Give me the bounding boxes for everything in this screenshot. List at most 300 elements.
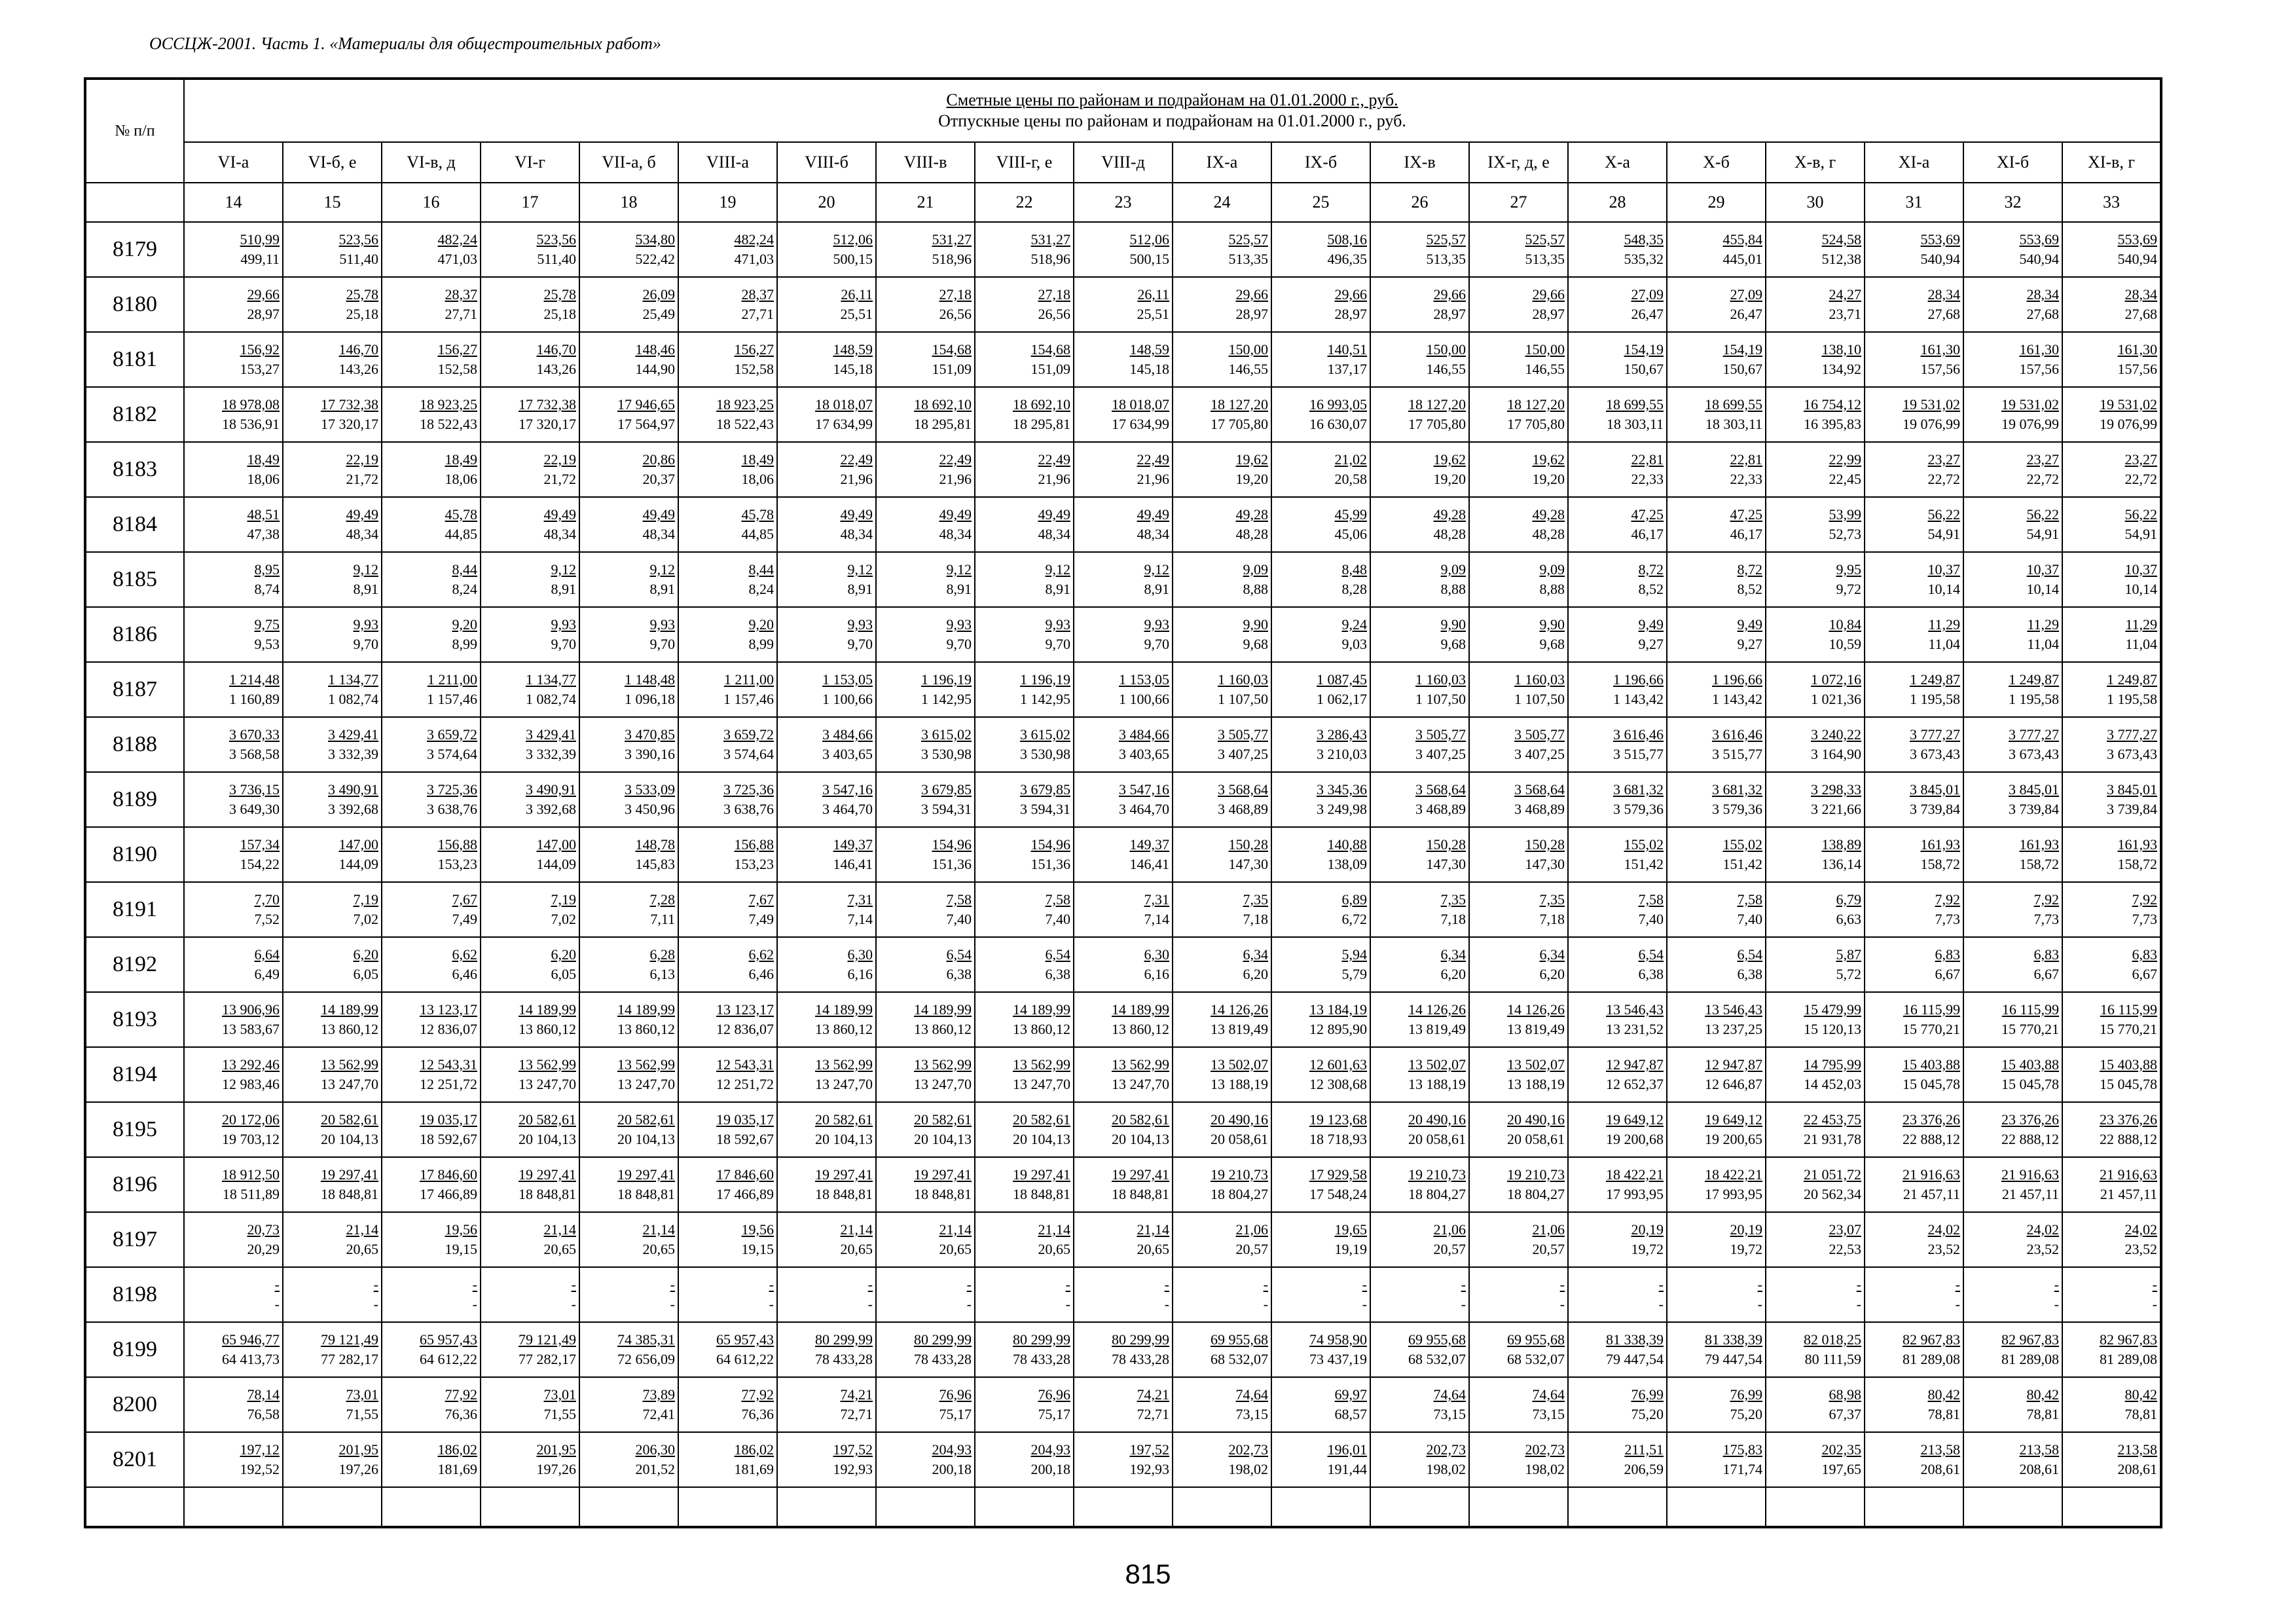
price-cell [481, 552, 579, 607]
release-price: 19,19 [1334, 1241, 1367, 1257]
release-price: 12 251,72 [716, 1076, 774, 1092]
price-cell [1667, 1322, 1766, 1377]
price-cell [1667, 882, 1766, 937]
release-price: 18 848,81 [1013, 1186, 1070, 1202]
price-cell [1173, 222, 1271, 277]
estimated-price: 9,75 [254, 616, 280, 633]
release-price: 21,72 [543, 471, 576, 487]
release-price: 18 536,91 [222, 416, 280, 432]
table-row [85, 937, 2161, 992]
price-cell [876, 332, 975, 387]
price-cell [481, 332, 579, 387]
estimated-price: 12 543,31 [716, 1056, 774, 1073]
empty-cell [579, 1487, 678, 1527]
price-cell [1963, 442, 2062, 497]
estimated-price: 9,95 [1836, 561, 1861, 578]
estimated-price: 7,35 [1440, 891, 1466, 908]
release-price: 48,34 [840, 526, 873, 542]
estimated-price: 19 531,02 [2001, 396, 2059, 413]
price-cell [678, 332, 777, 387]
release-price: 71,55 [543, 1406, 576, 1422]
estimated-price: 1 196,66 [1613, 671, 1664, 688]
estimated-price: 21 916,63 [1903, 1166, 1960, 1183]
price-cell [1667, 662, 1766, 717]
release-price: 137,17 [1327, 361, 1367, 377]
estimated-price: 74,64 [1532, 1386, 1565, 1403]
price-cell [481, 772, 579, 827]
release-price: 13 819,49 [1507, 1021, 1565, 1037]
estimated-price: 3 547,16 [822, 781, 873, 798]
estimated-price: - [274, 1276, 280, 1293]
release-price: 152,58 [437, 361, 477, 377]
price-cell [1271, 222, 1370, 277]
release-price: 192,93 [1129, 1461, 1169, 1477]
release-price: 198,02 [1228, 1461, 1268, 1477]
price-cell [579, 442, 678, 497]
estimated-price: 3 484,66 [1119, 726, 1169, 743]
release-price: 143,26 [338, 361, 378, 377]
price-cell [1173, 827, 1271, 882]
estimated-price: 17 946,65 [617, 396, 675, 413]
release-price: 146,55 [1525, 361, 1565, 377]
estimated-price: 3 725,36 [427, 781, 477, 798]
estimated-price: 6,34 [1243, 946, 1268, 963]
price-cell [1865, 277, 1963, 332]
price-cell [876, 827, 975, 882]
column-number: 26 [1370, 183, 1469, 222]
price-cell [975, 1432, 1074, 1487]
release-price: 19 200,68 [1606, 1131, 1664, 1147]
release-price: 7,40 [946, 911, 972, 927]
release-price: 25,18 [543, 306, 576, 322]
price-cell [1271, 1267, 1370, 1322]
release-price: 200,18 [1030, 1461, 1070, 1477]
estimated-price: 204,93 [932, 1441, 972, 1458]
release-price: 20 058,61 [1507, 1131, 1565, 1147]
estimated-price: 79 121,49 [519, 1331, 576, 1348]
region-header: IX-б [1271, 142, 1370, 183]
estimated-price: 13 562,99 [815, 1056, 873, 1073]
price-cell [1667, 1157, 1766, 1212]
estimated-price: 69 955,68 [1507, 1331, 1565, 1348]
estimated-price: 12 947,87 [1705, 1056, 1762, 1073]
estimated-price: 14 126,26 [1211, 1001, 1268, 1018]
release-price: 171,74 [1722, 1461, 1762, 1477]
price-cell [1271, 1157, 1370, 1212]
price-cell [1766, 1157, 1865, 1212]
estimated-price: 20 582,61 [1013, 1111, 1070, 1128]
empty-cell [283, 1487, 382, 1527]
estimated-price: 23,27 [2026, 451, 2059, 468]
release-price: 151,09 [932, 361, 972, 377]
release-price: 144,90 [635, 361, 675, 377]
price-cell [1963, 497, 2062, 552]
price-cell [579, 332, 678, 387]
release-price: 13 247,70 [321, 1076, 378, 1092]
estimated-price: 21,14 [642, 1221, 675, 1238]
price-cell [678, 717, 777, 772]
price-cell [382, 1322, 481, 1377]
price-cell [579, 1322, 678, 1377]
release-price: 22,33 [1730, 471, 1762, 487]
release-price: 21,96 [1038, 471, 1070, 487]
price-cell [184, 827, 283, 882]
estimated-price: 8,48 [1341, 561, 1367, 578]
estimated-price: - [1856, 1276, 1861, 1293]
release-price: 19,20 [1532, 471, 1565, 487]
price-cell [1469, 717, 1568, 772]
release-price: 198,02 [1525, 1461, 1565, 1477]
release-price: - [274, 1296, 280, 1312]
price-cell [1370, 1267, 1469, 1322]
price-cell [1370, 1432, 1469, 1487]
release-price: 68 532,07 [1507, 1351, 1565, 1367]
column-number: 16 [382, 183, 481, 222]
estimated-price: 156,27 [437, 341, 477, 358]
estimated-price: 25,78 [543, 286, 576, 303]
release-price: 73,15 [1532, 1406, 1565, 1422]
price-cell [1865, 1157, 1963, 1212]
estimated-price: 148,59 [833, 341, 873, 358]
estimated-price: - [1757, 1276, 1762, 1293]
release-price: 157,56 [2117, 361, 2157, 377]
row-number: 8186 [85, 607, 184, 662]
release-price: 20,65 [939, 1241, 972, 1257]
price-cell [1370, 497, 1469, 552]
release-price: 18 848,81 [321, 1186, 378, 1202]
price-cell [283, 497, 382, 552]
empty-cell [2062, 1487, 2161, 1527]
price-cell [1173, 1047, 1271, 1102]
price-cell [876, 1102, 975, 1157]
estimated-price: 161,30 [1920, 341, 1960, 358]
release-price: 191,44 [1327, 1461, 1367, 1477]
column-number: 19 [678, 183, 777, 222]
release-price: - [1559, 1296, 1565, 1312]
price-cell [1865, 1212, 1963, 1267]
table-row [85, 992, 2161, 1047]
release-price: - [966, 1296, 972, 1312]
estimated-price: 3 725,36 [723, 781, 774, 798]
estimated-price: 213,58 [2117, 1441, 2157, 1458]
release-price: 1 107,50 [1218, 691, 1268, 707]
release-price: 496,35 [1327, 251, 1367, 267]
price-cell [1271, 442, 1370, 497]
estimated-price: 68,98 [1829, 1386, 1861, 1403]
estimated-price: 76,99 [1631, 1386, 1664, 1403]
price-cell [1173, 1102, 1271, 1157]
price-cell [2062, 1322, 2161, 1377]
release-price: 11,04 [1928, 636, 1960, 652]
row-number: 8192 [85, 937, 184, 992]
release-price: 181,69 [437, 1461, 477, 1477]
price-cell [1173, 442, 1271, 497]
release-price: 14 452,03 [1804, 1076, 1861, 1092]
release-price: 1 100,66 [822, 691, 873, 707]
release-price: 6,13 [649, 966, 675, 982]
release-price: 17 564,97 [617, 416, 675, 432]
estimated-price: 9,20 [452, 616, 477, 633]
estimated-price: 20 582,61 [519, 1111, 576, 1128]
price-cell [579, 1212, 678, 1267]
price-cell [2062, 1377, 2161, 1432]
release-price: 8,88 [1539, 581, 1565, 597]
release-price: 3 468,89 [1514, 801, 1565, 817]
release-price: 499,11 [240, 251, 280, 267]
release-price: - [1362, 1296, 1367, 1312]
estimated-price: 3 429,41 [328, 726, 378, 743]
price-cell [1370, 1047, 1469, 1102]
estimated-price: 19 210,73 [1507, 1166, 1565, 1183]
price-cell [1865, 882, 1963, 937]
price-cell [1568, 1432, 1667, 1487]
estimated-price: 20,19 [1730, 1221, 1762, 1238]
price-cell [1074, 222, 1173, 277]
release-price: 7,73 [1935, 911, 1960, 927]
release-price: 16 630,07 [1309, 416, 1367, 432]
estimated-price: 3 470,85 [625, 726, 675, 743]
estimated-price: 14 189,99 [617, 1001, 675, 1018]
release-price: 6,63 [1836, 911, 1861, 927]
column-number: 25 [1271, 183, 1370, 222]
price-cell [283, 1047, 382, 1102]
price-cell [1766, 387, 1865, 442]
release-price: 72 656,09 [617, 1351, 675, 1367]
row-number: 8182 [85, 387, 184, 442]
release-price: 20 104,13 [815, 1131, 873, 1147]
empty-cell [876, 1487, 975, 1527]
price-cell [184, 717, 283, 772]
release-price: 15 770,21 [2001, 1021, 2059, 1037]
release-price: - [2152, 1296, 2157, 1312]
price-cell [1173, 607, 1271, 662]
estimated-price: 20 172,06 [222, 1111, 280, 1128]
release-price: 197,26 [536, 1461, 576, 1477]
release-price: 540,94 [1920, 251, 1960, 267]
price-cell [1568, 882, 1667, 937]
estimated-price: 482,24 [437, 231, 477, 248]
column-number-row [85, 183, 2161, 222]
price-cell [1667, 387, 1766, 442]
empty-cell [1667, 1487, 1766, 1527]
estimated-price: 26,09 [642, 286, 675, 303]
estimated-price: 3 505,77 [1218, 726, 1268, 743]
price-cell [1074, 1102, 1173, 1157]
estimated-price: 9,12 [1144, 561, 1169, 578]
estimated-price: 18 978,08 [222, 396, 280, 413]
price-cell [2062, 1267, 2161, 1322]
estimated-price: 3 286,43 [1317, 726, 1367, 743]
estimated-price: 18 923,25 [716, 396, 774, 413]
release-price: 54,91 [2124, 526, 2157, 542]
release-price: 12 652,37 [1606, 1076, 1664, 1092]
price-cell [876, 607, 975, 662]
release-price: 150,67 [1722, 361, 1762, 377]
price-cell [382, 277, 481, 332]
price-cell [1568, 442, 1667, 497]
release-price: 3 739,84 [1910, 801, 1960, 817]
estimated-price: 23,07 [1829, 1221, 1861, 1238]
price-cell [1271, 277, 1370, 332]
estimated-price: 77,92 [741, 1386, 774, 1403]
release-price: 78,81 [2026, 1406, 2059, 1422]
release-price: 143,26 [536, 361, 576, 377]
estimated-price: 16 115,99 [1903, 1001, 1960, 1018]
release-price: 7,40 [1638, 911, 1664, 927]
release-price: 48,28 [1532, 526, 1565, 542]
release-price: 151,36 [1030, 856, 1070, 872]
release-price: 512,38 [1821, 251, 1861, 267]
region-header: XI-б [1963, 142, 2062, 183]
estimated-price: 531,27 [1030, 231, 1070, 248]
estimated-price: 523,56 [338, 231, 378, 248]
estimated-price: 21,14 [543, 1221, 576, 1238]
estimated-price: 22,81 [1730, 451, 1762, 468]
price-cell [1370, 937, 1469, 992]
estimated-price: 49,49 [543, 506, 576, 523]
estimated-price: 161,93 [2117, 836, 2157, 853]
price-cell [975, 662, 1074, 717]
price-cell [1963, 1212, 2062, 1267]
release-price: 1 195,58 [2107, 691, 2157, 707]
price-cell [184, 552, 283, 607]
release-price: 18 511,89 [222, 1186, 280, 1202]
region-header: XI-в, г [2062, 142, 2161, 183]
estimated-price: 512,06 [1129, 231, 1169, 248]
estimated-price: 20 490,16 [1408, 1111, 1466, 1128]
estimated-price: 82 967,83 [1903, 1331, 1960, 1348]
price-cell [1370, 882, 1469, 937]
release-price: 22,72 [2124, 471, 2157, 487]
price-cell [975, 277, 1074, 332]
release-price: 153,23 [437, 856, 477, 872]
release-price: 3 407,25 [1218, 746, 1268, 762]
release-price: 17 320,17 [519, 416, 576, 432]
release-price: 27,68 [2026, 306, 2059, 322]
estimated-price: 29,66 [1532, 286, 1565, 303]
estimated-price: 140,88 [1327, 836, 1367, 853]
release-price: 18 303,11 [1705, 416, 1762, 432]
table-row [85, 497, 2161, 552]
release-price: 9,68 [1539, 636, 1565, 652]
price-cell [876, 1157, 975, 1212]
price-cell [1766, 1212, 1865, 1267]
estimated-price: 13 562,99 [1112, 1056, 1169, 1073]
release-price: 1 157,46 [427, 691, 477, 707]
price-cell [1568, 1102, 1667, 1157]
release-price: 21,96 [939, 471, 972, 487]
release-price: 8,52 [1638, 581, 1664, 597]
price-cell [579, 222, 678, 277]
release-price: 9,70 [353, 636, 378, 652]
release-price: - [571, 1296, 576, 1312]
release-price: 3 221,66 [1811, 801, 1861, 817]
estimated-price: 3 659,72 [723, 726, 774, 743]
release-price: - [1263, 1296, 1268, 1312]
release-price: 1 082,74 [328, 691, 378, 707]
release-price: 9,70 [1144, 636, 1169, 652]
estimated-price: 9,93 [1144, 616, 1169, 633]
price-cell [481, 1102, 579, 1157]
price-cell [1766, 552, 1865, 607]
release-price: 76,36 [741, 1406, 774, 1422]
estimated-price: 161,93 [2019, 836, 2059, 853]
release-price: 3 515,77 [1613, 746, 1664, 762]
estimated-price: 29,66 [1235, 286, 1268, 303]
release-price: 28,97 [1235, 306, 1268, 322]
release-price: 206,59 [1624, 1461, 1664, 1477]
estimated-price: 154,19 [1624, 341, 1664, 358]
estimated-price: 13 906,96 [222, 1001, 280, 1018]
estimated-price: 73,01 [346, 1386, 378, 1403]
estimated-price: 21 916,63 [2100, 1166, 2157, 1183]
price-cell [1074, 772, 1173, 827]
estimated-price: 154,96 [932, 836, 972, 853]
release-price: 146,55 [1228, 361, 1268, 377]
price-cell [1667, 827, 1766, 882]
price-cell [1370, 1377, 1469, 1432]
price-cell [184, 772, 283, 827]
price-cell [1469, 937, 1568, 992]
release-price: 54,91 [1927, 526, 1960, 542]
estimated-price: 156,27 [734, 341, 774, 358]
price-cell [1173, 552, 1271, 607]
release-price: 13 188,19 [1507, 1076, 1565, 1092]
release-price: 20 104,13 [519, 1131, 576, 1147]
release-price: 20,65 [840, 1241, 873, 1257]
estimated-price: 19 035,17 [716, 1111, 774, 1128]
price-cell [777, 1212, 876, 1267]
estimated-price: 149,37 [1129, 836, 1169, 853]
price-cell [283, 772, 382, 827]
price-cell [678, 1322, 777, 1377]
estimated-price: 74,21 [840, 1386, 873, 1403]
estimated-price: 6,28 [649, 946, 675, 963]
release-price: 81 289,08 [2100, 1351, 2157, 1367]
estimated-price: 6,64 [254, 946, 280, 963]
estimated-price: 455,84 [1722, 231, 1762, 248]
release-price: 6,16 [1144, 966, 1169, 982]
estimated-price: 15 479,99 [1804, 1001, 1861, 1018]
release-price: 7,49 [452, 911, 477, 927]
price-cell [1865, 442, 1963, 497]
price-cell [876, 1267, 975, 1322]
price-cell [1469, 1212, 1568, 1267]
release-price: 46,17 [1730, 526, 1762, 542]
release-price: 144,09 [338, 856, 378, 872]
release-price: - [769, 1296, 774, 1312]
price-cell [975, 937, 1074, 992]
release-price: 52,73 [1829, 526, 1861, 542]
estimated-price: 7,31 [1144, 891, 1169, 908]
estimated-price: 3 568,64 [1514, 781, 1565, 798]
price-cell [579, 552, 678, 607]
estimated-price: 525,57 [1525, 231, 1565, 248]
price-cell [1271, 387, 1370, 442]
price-cell [876, 222, 975, 277]
price-cell [777, 1157, 876, 1212]
estimated-price: 82 018,25 [1804, 1331, 1861, 1348]
release-price: 18 848,81 [1112, 1186, 1169, 1202]
column-number-empty [85, 183, 184, 222]
release-price: 7,49 [748, 911, 774, 927]
price-cell [1074, 1157, 1173, 1212]
price-cell [481, 1157, 579, 1212]
price-cell [1865, 717, 1963, 772]
price-cell [579, 717, 678, 772]
price-cell [1074, 552, 1173, 607]
price-cell [876, 1212, 975, 1267]
